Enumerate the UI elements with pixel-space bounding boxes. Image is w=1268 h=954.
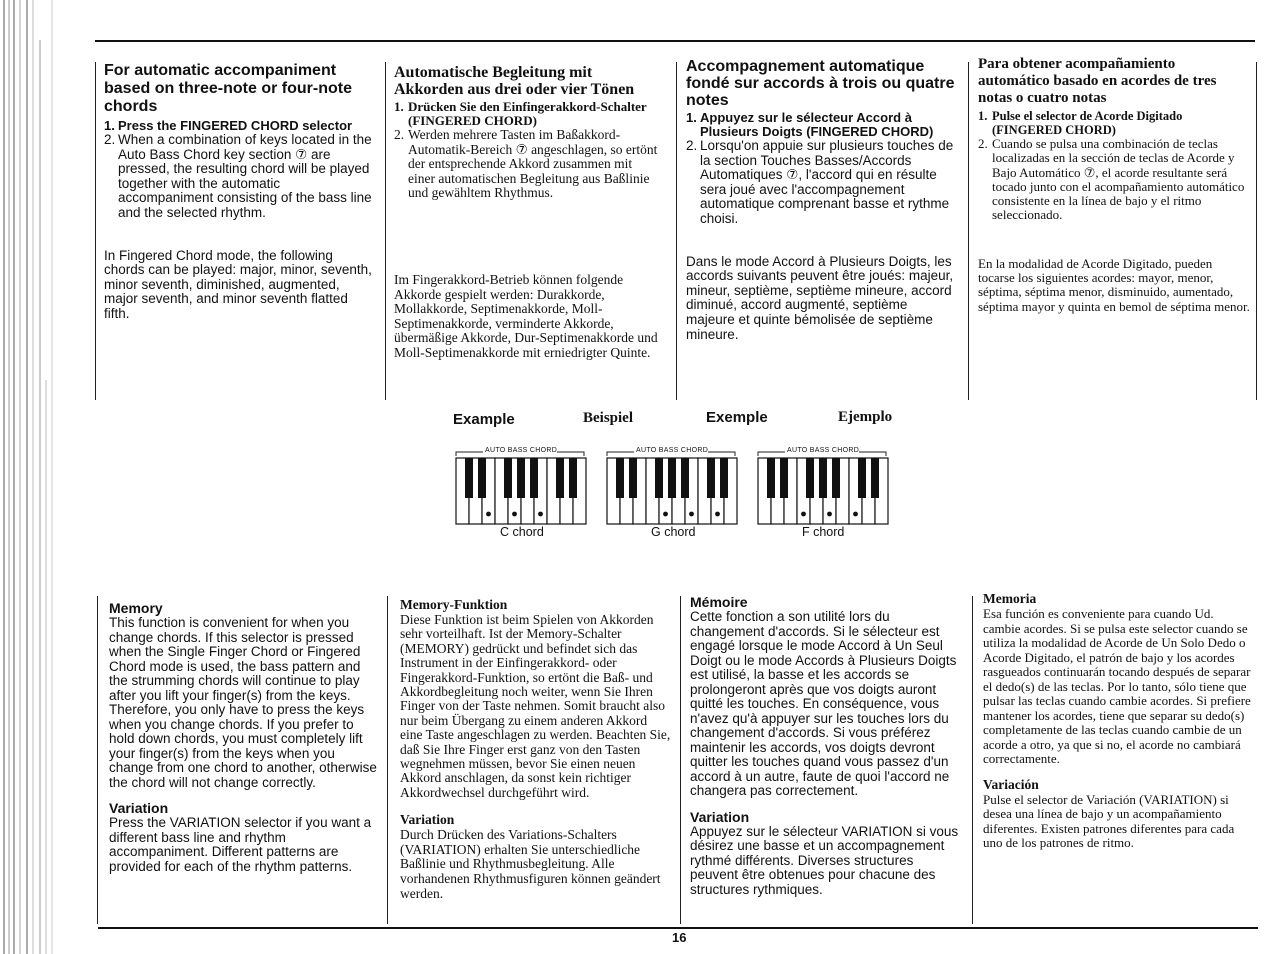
- black-key: [504, 458, 512, 498]
- black-key: [858, 458, 866, 498]
- chord-caption: F chord: [802, 525, 845, 539]
- black-key: [530, 458, 538, 498]
- french-column: [686, 58, 958, 342]
- pressed-key-dot: [486, 512, 491, 517]
- column-divider: [972, 596, 973, 924]
- black-key: [780, 458, 788, 498]
- spanish-paragraph: En la modalidad de Acorde Digitado, pueden tocarse los siguientes acordes: mayor, menor, séptima, séptima menor, disminuido, aumentado, séptima mayor y quinta en bemol de séptima menor.: [978, 255, 1250, 314]
- german-step-1: [394, 100, 662, 128]
- english-column: [104, 62, 374, 322]
- black-key: [517, 458, 525, 498]
- german-variation-text: Durch Drücken des Variations-Schalters (VARIATION) erhalten Sie unterschiedliche Baßlinie und Rhythmusbegleitung. Alle vorhandenen Rhythmusfiguren können geändert werden.: [400, 827, 661, 901]
- black-key: [819, 458, 827, 498]
- spanish-step-2: [978, 137, 1250, 223]
- example-label-de: Beispiel: [583, 410, 634, 426]
- black-key: [668, 458, 676, 498]
- german-memory-column: [400, 597, 672, 901]
- english-step-2: [104, 133, 374, 221]
- step-text: Lorsqu'on appuie sur plusieurs touches de la section Touches Basses/Accords Automatiques ⑦, l'accord qui en résulte sera joué avec l'accompagnement automatique comprenant basse et rythme choisi.: [700, 138, 954, 226]
- spanish-variation-title: Variación: [983, 776, 1039, 792]
- black-key: [832, 458, 840, 498]
- step-number: 1.: [104, 118, 115, 133]
- german-memory-text: Diese Funktion ist beim Spielen von Akkorden sehr vorteilhaft. Ist der Memory-Schalter (MEMORY) gedrückt und befindet sich das Instrument in der Einfingerakkord- oder Fingerakkord-Funktion, so ertönt die Baß- und Akkordbegleitung noch weiter, wenn Sie Ihren Finger von der Taste nehmen. Somit braucht also nur beim Übergang zu einem anderen Akkord eine Taste angeschlagen zu werden. Beachten Sie, daß Sie Ihre Finger erst ganz von den Tasten wegnehmen müssen, bevor Sie einen neuen Akkord anschlagen, da sonst kein richtiger Akkordwechsel durchgeführt wird.: [400, 612, 671, 800]
- black-key: [767, 458, 775, 498]
- french-step-2: [686, 139, 958, 227]
- black-key: [806, 458, 814, 498]
- auto-bass-chord-header: AUTO BASS CHORD: [787, 447, 860, 454]
- step-number: 2.: [978, 136, 988, 151]
- english-variation-title: Variation: [109, 800, 169, 816]
- pressed-key-dot: [801, 512, 806, 517]
- bracket-line: [456, 452, 584, 456]
- bottom-rule: [98, 927, 1258, 929]
- chord-caption: G chord: [651, 525, 696, 539]
- german-column: [394, 64, 662, 361]
- german-step-2: [394, 128, 662, 201]
- step-number: 2.: [104, 132, 116, 147]
- english-memory-title: Memory: [109, 600, 163, 616]
- german-variation-title: Variation: [400, 812, 455, 828]
- english-variation-text: Press the VARIATION selector if you want a different bass line and rhythm accompaniment. Different patterns are provided for each of the rhythm patterns.: [109, 815, 372, 874]
- column-divider: [968, 62, 969, 400]
- french-memory-text: Cette fonction a son utilité lors du changement d'accords. Si le sélecteur est engagé lorsque le mode Accord à Un Seul Doigt ou le mode Accords à Plusieurs Doigts est utilisé, la basse et les accords se prolongeront après que vos doigts auront quitté les touches. En conséquence, vous n'avez qu'à appuyer sur les touches lors du changement d'accords. Si vous préférez maintenir les accords, vos doigts devront quitter les touches quand vous passez d'un accord à un autre, faute de quoi l'accord ne changera pas correctement.: [690, 609, 957, 798]
- keyboard-diagram: [757, 448, 899, 528]
- german-heading: Automatische Begleitung mit Akkorden aus drei oder vier Tönen: [394, 64, 635, 98]
- spanish-memory-text: Esa función es conveniente para cuando Ud. cambie acordes. Si se pulsa este selector cuando se utiliza la modalidad de Acorde de Un Solo Dedo o Acorde Digitado, el patrón de bajo y los acordes rasgueados continuarán tocando después de separar el dedo(s) de las teclas. Por lo tanto, sólo tiene que pulsar las teclas cuando cambie acordes. Si prefiere mantener los acordes, tiene que separar su dedo(s) completamente de las teclas cuando cambie de un acorde a otro, ya que si no, el acorde no cambiará correctamente.: [983, 606, 1251, 766]
- pressed-key-dot: [689, 512, 694, 517]
- english-step-1: [104, 118, 374, 133]
- pressed-key-dot: [663, 512, 668, 517]
- step-text: Cuando se pulsa una combinación de teclas localizadas en la sección de teclas de Acorde y Bajo Automático ⑦, el acorde resultante será tocado junto con el acompañamiento automático consistente en la línea de bajo y el ritmo seleccionado.: [992, 136, 1245, 223]
- example-label-es: Ejemplo: [838, 409, 893, 425]
- black-key: [465, 458, 473, 498]
- page-number: 16: [672, 930, 687, 945]
- example-label-en: Example: [453, 411, 515, 428]
- french-heading: Accompagnement automatique fondé sur accords à trois ou quatre notes: [686, 58, 955, 109]
- french-memory-title: Mémoire: [690, 594, 748, 610]
- auto-bass-chord-header: AUTO BASS CHORD: [485, 447, 558, 454]
- black-key: [720, 458, 728, 498]
- pressed-key-dot: [827, 512, 832, 517]
- binding-edge: [0, 0, 62, 954]
- spanish-step-1: [978, 109, 1250, 137]
- step-text: Pulse el selector de Acorde Digitado (FINGERED CHORD): [992, 109, 1183, 137]
- black-key: [707, 458, 715, 498]
- column-divider: [676, 62, 677, 400]
- example-label-fr: Exemple: [706, 409, 768, 426]
- french-paragraph: Dans le mode Accord à Plusieurs Doigts, les accords suivants peuvent être joués: majeur, mineur, septième, septième mineure, accord diminué, accord augmenté, septième majeure et quinte bémolisée de septième mineure.: [686, 253, 954, 342]
- step-number: 1.: [686, 110, 697, 125]
- keyboard-diagram: [606, 448, 748, 528]
- step-text: When a combination of keys located in the Auto Bass Chord key section ⑦ are pressed, the resulting chord will be played together with the automatic accompaniment consisting of the bass line and the selected rhythm.: [118, 132, 372, 220]
- column-divider: [387, 596, 388, 924]
- bracket-line: [758, 452, 886, 456]
- english-memory-text: This function is convenient for when you change chords. If this selector is pressed when the Single Finger Chord or Fingered Chord mode is used, the bass pattern and the strumming chords will continue to play after you lift your finger(s) from the keys. Therefore, you only have to press the keys when you change chords. If you prefer to hold down chords, you must completely lift your finger(s) from the keys when you change from one chord to another, otherwise the chord will not change correctly.: [109, 615, 377, 790]
- step-number: 1.: [394, 99, 404, 114]
- column-divider: [1256, 62, 1257, 400]
- black-key: [569, 458, 577, 498]
- step-number: 1.: [978, 109, 988, 123]
- black-key: [655, 458, 663, 498]
- pressed-key-dot: [538, 512, 543, 517]
- column-divider: [385, 62, 386, 400]
- english-paragraph: In Fingered Chord mode, the following chords can be played: major, minor, seventh, minor seventh, diminished, augmented, major seventh, and minor seventh flatted fifth.: [104, 247, 372, 321]
- pressed-key-dot: [715, 512, 720, 517]
- auto-bass-chord-header: AUTO BASS CHORD: [636, 447, 709, 454]
- black-key: [681, 458, 689, 498]
- black-key: [556, 458, 564, 498]
- spanish-memory-title: Memoria: [983, 591, 1037, 606]
- french-variation-text: Appuyez sur le sélecteur VARIATION si vous désirez une basse et un accompagnement rythmé différents. Diverses structures peuvent être obtenues pour chacune des structures rythmiques.: [690, 823, 959, 897]
- english-heading: For automatic accompaniment based on three-note or four-note chords: [104, 62, 352, 115]
- step-text: Appuyez sur le sélecteur Accord à Plusieurs Doigts (FINGERED CHORD): [700, 110, 934, 139]
- black-key: [616, 458, 624, 498]
- pressed-key-dot: [853, 512, 858, 517]
- column-divider: [95, 62, 96, 400]
- black-key: [871, 458, 879, 498]
- black-key: [629, 458, 637, 498]
- spanish-memory-column: [983, 591, 1253, 851]
- top-rule: [95, 40, 1255, 42]
- bracket-line: [607, 452, 735, 456]
- black-key: [478, 458, 486, 498]
- english-memory-column: [109, 600, 379, 874]
- spanish-heading: Para obtener acompañamiento automático basado en acordes de tres notas o cuatro notas: [978, 56, 1217, 106]
- chord-caption: C chord: [500, 525, 544, 539]
- step-text: Werden mehrere Tasten im Baßakkord-Automatik-Bereich ⑦ angeschlagen, so ertönt der entsprechende Akkord zusammen mit einer automatischen Begleitung aus Baßlinie und gewähltem Rhythmus.: [408, 127, 658, 201]
- column-divider: [680, 596, 681, 924]
- german-paragraph: Im Fingerakkord-Betrieb können folgende Akkorde gespielt werden: Durakkorde, Mollakkorde, Septimenakkorde, Moll-Septimenakkorde, verminderte Akkorde, übermäßige Akkorde, Dur-Septimenakkorde und Moll-Septimenakkorde mit erniedrigter Quinte.: [394, 271, 658, 360]
- step-number: 2.: [686, 138, 698, 153]
- french-memory-column: [690, 594, 962, 897]
- keyboard-diagram: [455, 448, 597, 528]
- german-memory-title: Memory-Funktion: [400, 597, 508, 612]
- french-step-1: [686, 111, 958, 139]
- step-number: 2.: [394, 127, 405, 142]
- spanish-variation-text: Pulse el selector de Variación (VARIATION) si desea una línea de bajo y un acompañamiento diferentes. Existen patrones diferentes para cada uno de los patrones de ritmo.: [983, 791, 1235, 850]
- pressed-key-dot: [512, 512, 517, 517]
- french-variation-title: Variation: [690, 808, 750, 825]
- step-text: Press the FINGERED CHORD selector: [118, 118, 353, 133]
- column-divider: [97, 596, 98, 924]
- spanish-column: [978, 56, 1250, 314]
- step-text: Drücken Sie den Einfingerakkord-Schalter (FINGERED CHORD): [408, 99, 647, 128]
